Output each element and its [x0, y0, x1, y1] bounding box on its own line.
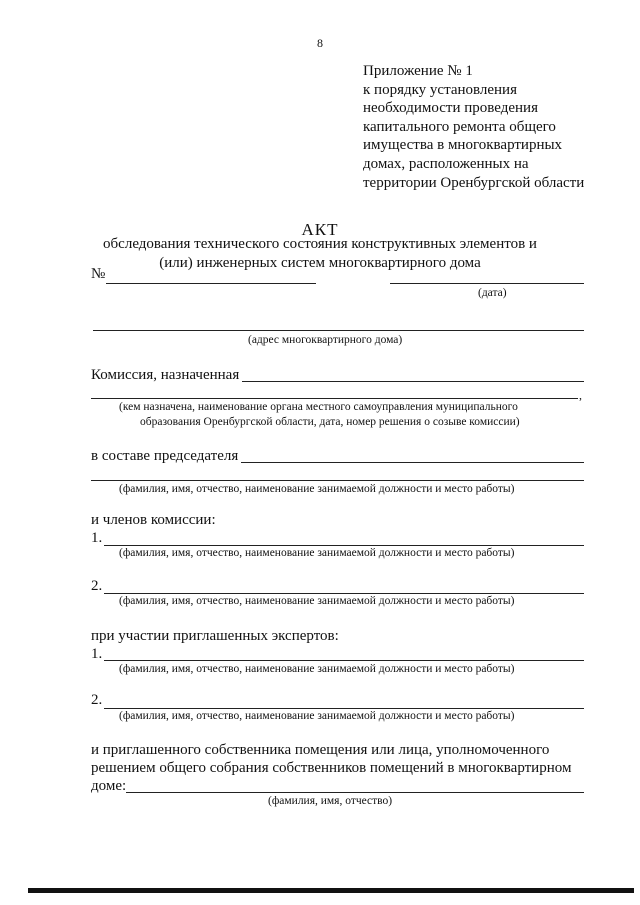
comma: , — [579, 388, 582, 402]
members-item-number: 1. — [91, 530, 103, 546]
expert1-caption: (фамилия, имя, отчество, наименование занимаемой должности и место работы) — [119, 663, 515, 675]
date-field-line[interactable] — [390, 283, 584, 284]
date-caption: (дата) — [478, 287, 507, 299]
annex-block — [363, 62, 584, 192]
expert2-caption: (фамилия, имя, отчество, наименование занимаемой должности и место работы) — [119, 710, 515, 722]
annex-line: Приложение № 1 — [363, 63, 473, 79]
chair-field-line[interactable] — [241, 462, 584, 463]
page-number: 8 — [317, 36, 323, 50]
member2-field-line[interactable] — [104, 593, 584, 594]
owner-text-line1: и приглашенного собственника помещения или лица, уполномоченного — [91, 742, 550, 758]
member2-caption: (фамилия, имя, отчество, наименование занимаемой должности и место работы) — [119, 595, 515, 607]
chair-label: в составе председателя — [91, 448, 239, 464]
commission-field-line-2[interactable] — [91, 398, 578, 399]
commission-caption-line1: (кем назначена, наименование органа местного самоуправления муниципального — [119, 401, 518, 413]
address-caption: (адрес многоквартирного дома) — [248, 334, 403, 346]
chair-field-line-2[interactable] — [91, 480, 584, 481]
commission-label: Комиссия, назначенная — [91, 367, 240, 383]
owner-caption: (фамилия, имя, отчество) — [268, 795, 393, 807]
number-field-line[interactable] — [106, 283, 316, 284]
document-subtitle-line1: обследования технического состояния конструктивных элементов и — [103, 236, 537, 252]
experts-item-number: 2. — [91, 692, 103, 708]
members-item-number: 2. — [91, 578, 103, 594]
bottom-rule — [28, 888, 634, 893]
document-subtitle-line2: (или) инженерных систем многоквартирного дома — [159, 255, 481, 271]
chair-caption: (фамилия, имя, отчество, наименование занимаемой должности и место работы) — [119, 483, 515, 495]
annex-line: капитального ремонта общего — [363, 118, 556, 135]
owner-text-line3: доме: — [91, 778, 127, 794]
number-label: № — [91, 266, 106, 282]
annex-line: к порядку установления — [363, 81, 517, 98]
experts-item-number: 1. — [91, 646, 103, 662]
commission-caption-line2: образования Оренбургской области, дата, номер решения о созыве комиссии) — [140, 416, 520, 428]
member1-caption: (фамилия, имя, отчество, наименование занимаемой должности и место работы) — [119, 547, 515, 559]
commission-field-line[interactable] — [242, 381, 584, 382]
owner-text-line2: решением общего собрания собственников помещений в многоквартирном — [91, 760, 572, 776]
expert2-field-line[interactable] — [104, 708, 584, 709]
members-label: и членов комиссии: — [91, 512, 216, 528]
annex-line: необходимости проведения — [363, 100, 538, 117]
document-title: АКТ — [301, 220, 339, 239]
expert1-field-line[interactable] — [104, 660, 584, 661]
address-field-line[interactable] — [93, 330, 584, 331]
annex-line: домах, расположенных на — [363, 155, 529, 172]
annex-line: имущества в многоквартирных — [363, 137, 563, 154]
member1-field-line[interactable] — [104, 545, 584, 546]
experts-label: при участии приглашенных экспертов: — [91, 628, 339, 644]
annex-line: территории Оренбургской области — [363, 174, 585, 191]
owner-field-line[interactable] — [126, 792, 584, 793]
